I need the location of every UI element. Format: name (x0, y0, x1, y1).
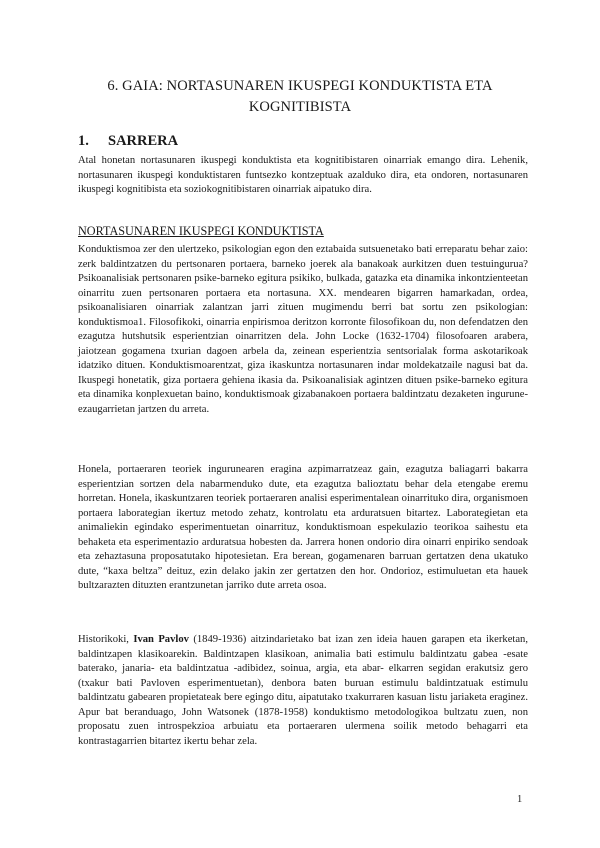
page-number: 1 (517, 794, 523, 805)
chapter-title (60, 76, 540, 118)
section-number: 1. (78, 133, 89, 149)
paragraph-1 (78, 243, 528, 417)
chapter-title-line1: 6. GAIA: NORTASUNAREN IKUSPEGI KONDUKTISTA ETA (107, 78, 493, 94)
intro-text: Atal honetan nortasunaren ikuspegi konduktista eta kognitibistaren oinarriak emango dira. Lehenik, nortasunaren ikuspegi konduktistaren funtsezko kontzeptuak azalduko dira, eta ondoren, nortasunaren ikuspegi kognitibista eta soziokognitibistaren oinarriak aipatuko dira. (78, 155, 528, 195)
pavlov-name: Ivan Pavlov (133, 634, 189, 645)
paragraph-2-text: Honela, portaeraren teoriek ingurunearen eragina azpimarratzeaz gain, ezagutza baliagarri bakarra esperientzian sortzen dela nabarmenduko dute, eta ezagutza balioztatu behar dela etengabe eremu horretan. Honela, ikaskuntzaren teoriek portaeraren analisi esperimentalean oinarrituko dira, organismoen portaera laborategian ikertuz metodo zehatz, kontrolatu eta arduratsuen bitartez. Laborategietan eta animaliekin egindako esperimentuetan oinarrituz, konduktismoan espekulazio teorikoa saihestu eta behaketa eta esperimentazio arduratsua hobesten da. Jarrera honen ondorio dira oinarri enpiriko sendoak eta zehaztasuna proposatutako hipotesietan. Era berean, gogamenaren barruan gertatzen dena ukatuko dute, “kaxa beltza” deituz, ezin delako jakin zer gertatzen den hor. Ondorioz, estimuluetan eta hauek bultzarazten dituzten erantzunetan jarriko dute arreta osoa. (78, 464, 528, 591)
subsection-title: NORTASUNAREN IKUSPEGI KONDUKTISTA (78, 224, 324, 238)
section-title: SARRERA (108, 133, 179, 149)
paragraph-3 (78, 633, 528, 749)
subsection-heading (78, 222, 324, 240)
paragraph-3-rest: (1849-1936) aitzindarietako bat izan zen ideia hauen garapen eta ikerketan, baldintzapen klasikoarekin. Baldintzapen klasikoan, animalia bati estimulu baldintzatu gabea -esate baterako, janaria- eta baldintzatua -adibidez, soinua, argia, eta abar- elkarren segidan erakutsiz gero (txakur bati Pavloven esperimentuetan), denbora baten buruan estimulu baldintzatuak estimulu baldintzatu gabearen propietateak bere egingo ditu, aipatutako txakurraren kasuan listu jariaketa eraginez. Apur bat beranduago, John Watsonek (1878-1958) konduktismo metodologikoa bultzatu zuen, non proposatu zuen introspekzioa arbuiatu eta portaeraren ulermena soilik metodo behagarri eta kontrastagarrien bitartez ikertu behar zela. (78, 634, 529, 747)
chapter-title-line2: KOGNITIBISTA (248, 99, 352, 115)
intro-paragraph (78, 154, 528, 198)
paragraph-1-text: Konduktismoa zer den ulertzeko, psikologian egon den eztabaida sutsuenetako bati erreparatu behar zaio: zerk baldintzatzen du pertsonaren portaera, barneko joerek ala banakoak aurkitzen duen testuinguruа? Psikoanalisiak pertsonaren psike-barneko egitura psikiko, bulkada, gatazka eta dinamika inkontzienteetan oinarritu zuen pertsonaren portaera eta nortasuna. XX. mendearen bigarren hamarkadan, ordea, psikoanalisiaren oinarriak zalantzan jarri zituen mugimendu berri bat sortu zen psikologian: konduktismoa1. Filosofikoki, oinarria enpirismoa deritzon korronte filosofikoan du, non defendatzen den ezagutza hutshutsik esperientzian oinarritzen dela. John Locke (1632-1704) filosofoaren arabera, jaiotzean gogamena txurian dagoen arbela da, zeinean esperientzia sentsorialak forma askotarikoak idatziko dituen. Konduktismoarentzat, giza ikaskuntza nortasunaren indar moldekatzaile nagusi bat da. Ikuspegi honetatik, giza portaera gehiena ikasia da. Psikoanalisiak agintzen dituen psike-barneko egitura eta dinamika konplexuetan baino, konduktismoak gizabanakoen portaera baldintzatu dezaketen ingurune-ezaugarrietan jartzen du arreta. (78, 244, 528, 415)
paragraph-2 (78, 463, 528, 594)
paragraph-3-lead: Historikoki, (78, 634, 134, 645)
paragraph-3-text (78, 633, 528, 749)
section-heading (78, 131, 178, 151)
